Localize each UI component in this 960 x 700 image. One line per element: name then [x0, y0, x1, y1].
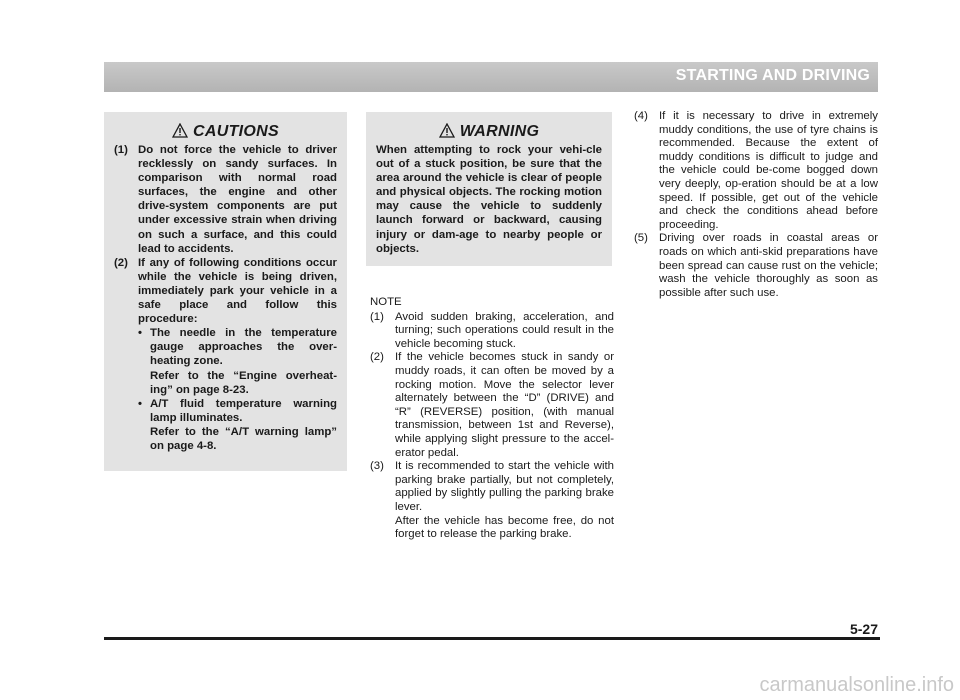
section-title: STARTING AND DRIVING — [675, 67, 870, 84]
bullet-dot-icon: • — [138, 397, 142, 410]
note-item: (5) Driving over roads in coastal areas or roads on which anti-skid preparations have been spread can cause rust on the vehicle; wash the vehicle thoroughly as soon as possible after such use. — [634, 232, 878, 299]
caution-text: Do not force the vehicle to driver recklessly on sandy surfaces. In comparison with normal road surfaces, the engine and other drive-system components are put under excessive strain when driving on such a surface, and this could lead to accidents. — [138, 144, 337, 255]
note-text-extra: After the vehicle has become free, do not forget to release the parking brake. — [395, 514, 614, 541]
caution-item: (2) If any of following conditions occur while the vehicle is being driven, immediately park your vehicle in a safe place and follow this procedure: • The needle in the temperature gauge approaches the over-heating zone. Refer to the “Engine overheat-ing” on page 8-23. • A/T fluid temperature warning lamp illuminates. Refer to the “A/T warning lamp” on page 4-8. — [114, 256, 337, 452]
watermark: carmanualsonline.info — [759, 674, 954, 696]
note-text: If it is necessary to drive in extremely muddy conditions, the use of tyre chains is recommended. Because the extent of muddy conditions is difficult to judge and the vehicle could be-come bogged down very deeply, op-eration should be at a low speed. If possible, get out of the vehicle and check the conditions ahead before proceeding. — [659, 110, 878, 231]
note-text: It is recommended to start the vehicle with parking brake partially, but not completely, applied by slightly pulling the parking brake lever. — [395, 460, 614, 513]
section-header-band — [104, 62, 878, 92]
warning-title: WARNING — [459, 123, 540, 140]
page-number: 5-27 — [849, 621, 878, 637]
caution-item: (1) Do not force the vehicle to driver recklessly on sandy surfaces. In comparison with normal road surfaces, the engine and other drive-system components are put under excessive strain when driving on such a surface, and this could lead to accidents. — [114, 144, 337, 255]
caution-text: If any of following conditions occur while the vehicle is being driven, immediately park your vehicle in a safe place and follow this procedure: — [138, 256, 337, 326]
cautions-heading — [104, 121, 347, 143]
warning-triangle-icon — [439, 123, 455, 138]
bullet-dot-icon: • — [138, 327, 142, 340]
note-section — [370, 296, 614, 542]
note-text: Driving over roads in coastal areas or roads on which anti-skid preparations have been spread can cause rust on the vehicle; wash the vehicle thoroughly as soon as possible after such use. — [659, 232, 878, 299]
note-title: NOTE — [370, 296, 402, 308]
warning-text: When attempting to rock your vehi-cle out of a stuck position, be sure that the area around the vehicle is clear of people and physical objects. The rocking motion may cause the vehicle to suddenly launch forward or backward, causing injury or dam-age to nearby people or objects. — [376, 144, 602, 255]
note-text: Avoid sudden braking, acceleration, and turning; such operations could result in the vehicle becoming stuck. — [395, 310, 614, 350]
note-item: (1) Avoid sudden braking, acceleration, and turning; such operations could result in the vehicle becoming stuck. — [370, 310, 614, 350]
right-column — [634, 110, 878, 300]
note-item: (2) If the vehicle becomes stuck in sandy or muddy roads, it can often be moved by a rocking motion. Move the selector lever alternately between the “D” (DRIVE) and “R” (REVERSE) position, (with manual transmission, between 1st and Reverse), while applying slight pressure to the accel-erator pedal. — [370, 351, 614, 459]
caution-bullet: • The needle in the temperature gauge approaches the over-heating zone. Refer to the “Engine overheat-ing” on page 8-23. — [138, 327, 337, 396]
cautions-box — [104, 112, 347, 471]
note-item: (4) If it is necessary to drive in extremely muddy conditions, the use of tyre chains is recommended. Because the extent of muddy conditions is difficult to judge and the vehicle could be-come bogged down very deeply, op-eration should be at a low speed. If possible, get out of the vehicle and check the conditions ahead before proceeding. — [634, 110, 878, 231]
footer-rule — [104, 637, 880, 640]
cautions-title: CAUTIONS — [193, 123, 279, 140]
note-text: If the vehicle becomes stuck in sandy or muddy roads, it can often be moved by a rocking motion. Move the selector lever alternately between the “D” (DRIVE) and “R” (REVERSE) position, (with manual transmission, between 1st and Reverse), while applying slight pressure to the accel-erator pedal. — [395, 351, 614, 459]
caution-bullet: • A/T fluid temperature warning lamp illuminates. Refer to the “A/T warning lamp” on page 4-8. — [138, 397, 337, 452]
warning-heading — [366, 121, 612, 143]
warning-triangle-icon — [172, 123, 188, 138]
warning-box — [366, 112, 612, 266]
note-item: (3) It is recommended to start the vehicle with parking brake partially, but not completely, applied by slightly pulling the parking brake lever. After the vehicle has become free, do not forget to release the parking brake. — [370, 460, 614, 541]
